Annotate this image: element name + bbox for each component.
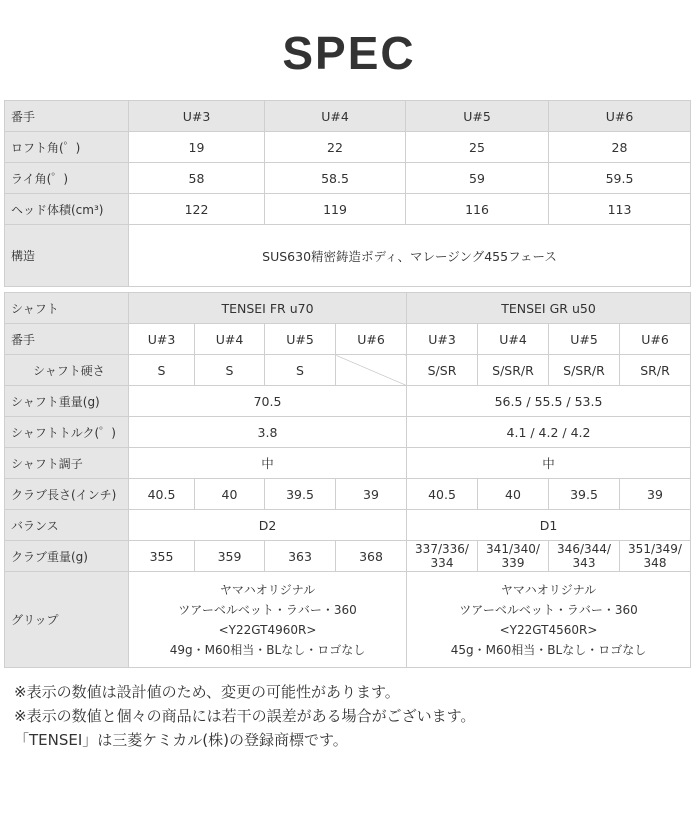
cell: 39.5 <box>549 479 620 510</box>
grip-line: ヤマハオリジナル <box>500 582 597 597</box>
grip-line: 49g・M60相当・BLなし・ロゴなし <box>169 642 366 657</box>
cell: 363 <box>265 541 336 572</box>
number-row <box>5 101 691 132</box>
cell: 3.8 <box>129 417 407 448</box>
cell: D1 <box>407 510 691 541</box>
lie-row <box>5 163 691 194</box>
row-label: クラブ長さ(インチ) <box>5 479 129 510</box>
construction-row <box>5 225 691 287</box>
cell: 39.5 <box>265 479 336 510</box>
footnotes <box>14 680 475 752</box>
cell: S <box>195 355 265 386</box>
grip-cell <box>129 572 407 668</box>
row-label: クラブ重量(g) <box>5 541 129 572</box>
cell-line: 351/349/ <box>628 542 682 556</box>
shaft-name: TENSEI GR u50 <box>407 293 691 324</box>
kick-point-row <box>5 448 691 479</box>
row-label: シャフト調子 <box>5 448 129 479</box>
cell: 122 <box>129 194 265 225</box>
grip-cell <box>407 572 691 668</box>
cell: 355 <box>129 541 195 572</box>
cell <box>407 541 478 572</box>
flex-row <box>5 355 691 386</box>
balance-row <box>5 510 691 541</box>
row-label: シャフト <box>5 293 129 324</box>
cell: 中 <box>129 448 407 479</box>
row-label: 番手 <box>5 101 129 132</box>
footnote: 「TENSEI」は三菱ケミカル(株)の登録商標です。 <box>14 731 348 749</box>
footnote: ※表示の数値は設計値のため、変更の可能性があります。 <box>14 683 400 701</box>
grip-line: <Y22GT4960R> <box>218 622 317 637</box>
grip-line: ツアーベルベット・ラバー・360 <box>178 602 357 617</box>
row-label: 構造 <box>5 225 129 287</box>
grip-line: 45g・M60相当・BLなし・ロゴなし <box>450 642 647 657</box>
column-header: U#5 <box>549 324 620 355</box>
cell: 40.5 <box>407 479 478 510</box>
row-label: シャフト重量(g) <box>5 386 129 417</box>
shaft-spec-table <box>4 292 691 668</box>
torque-row <box>5 417 691 448</box>
cell: 40.5 <box>129 479 195 510</box>
length-row <box>5 479 691 510</box>
grip-line: <Y22GT4560R> <box>499 622 598 637</box>
column-header: U#5 <box>265 324 336 355</box>
cell: 59.5 <box>549 163 691 194</box>
cell <box>620 541 691 572</box>
column-header: U#6 <box>620 324 691 355</box>
column-header: U#4 <box>195 324 265 355</box>
cell: 119 <box>265 194 406 225</box>
cell: 116 <box>406 194 549 225</box>
cell-line: 348 <box>643 556 667 570</box>
row-label: バランス <box>5 510 129 541</box>
column-header: U#3 <box>129 101 265 132</box>
head-spec-table <box>4 100 691 287</box>
cell: S/SR/R <box>549 355 620 386</box>
cell-line: 334 <box>430 556 454 570</box>
cell: 359 <box>195 541 265 572</box>
cell: 19 <box>129 132 265 163</box>
cell <box>549 541 620 572</box>
row-label: ヘッド体積(cm³) <box>5 194 129 225</box>
row-label: 番手 <box>5 324 129 355</box>
cell: S <box>265 355 336 386</box>
cell: S/SR/R <box>478 355 549 386</box>
cell-line: 343 <box>572 556 596 570</box>
row-label: ロフト角(゜) <box>5 132 129 163</box>
cell: SR/R <box>620 355 691 386</box>
loft-row <box>5 132 691 163</box>
footnote: ※表示の数値と個々の商品には若干の誤差がある場合がございます。 <box>14 707 476 725</box>
column-header: U#5 <box>406 101 549 132</box>
grip-row <box>5 572 691 668</box>
cell: 39 <box>620 479 691 510</box>
number-row <box>5 324 691 355</box>
volume-row <box>5 194 691 225</box>
column-header: U#6 <box>336 324 407 355</box>
club-weight-row <box>5 541 691 572</box>
page-title: SPEC <box>282 27 416 79</box>
cell: 70.5 <box>129 386 407 417</box>
cell: 59 <box>406 163 549 194</box>
cell-line: 341/340/ <box>486 542 540 556</box>
cell: S/SR <box>407 355 478 386</box>
cell: 368 <box>336 541 407 572</box>
cell: 40 <box>478 479 549 510</box>
row-label: シャフトトルク(゜) <box>5 417 129 448</box>
cell: 22 <box>265 132 406 163</box>
column-header: U#6 <box>549 101 691 132</box>
cell: 56.5 / 55.5 / 53.5 <box>407 386 691 417</box>
cell: 113 <box>549 194 691 225</box>
cell: D2 <box>129 510 407 541</box>
cell: 39 <box>336 479 407 510</box>
column-header: U#3 <box>129 324 195 355</box>
cell: 中 <box>407 448 691 479</box>
row-label: ライ角(゜) <box>5 163 129 194</box>
column-header: U#3 <box>407 324 478 355</box>
cell: 28 <box>549 132 691 163</box>
cell-line: 346/344/ <box>557 542 611 556</box>
empty-diagonal-cell <box>336 355 407 386</box>
cell: 40 <box>195 479 265 510</box>
shaft-name: TENSEI FR u70 <box>129 293 407 324</box>
shaft-row <box>5 293 691 324</box>
row-label: シャフト硬さ <box>5 355 129 386</box>
column-header: U#4 <box>478 324 549 355</box>
construction-value: SUS630精密鋳造ボディ、マレージング455フェース <box>129 225 691 287</box>
cell: S <box>129 355 195 386</box>
cell: 4.1 / 4.2 / 4.2 <box>407 417 691 448</box>
cell-line: 339 <box>501 556 525 570</box>
shaft-weight-row <box>5 386 691 417</box>
cell: 58.5 <box>265 163 406 194</box>
column-header: U#4 <box>265 101 406 132</box>
cell <box>478 541 549 572</box>
cell-line: 337/336/ <box>415 542 469 556</box>
grip-line: ヤマハオリジナル <box>219 582 316 597</box>
grip-line: ツアーベルベット・ラバー・360 <box>459 602 638 617</box>
cell: 58 <box>129 163 265 194</box>
row-label: グリップ <box>5 572 129 668</box>
cell: 25 <box>406 132 549 163</box>
